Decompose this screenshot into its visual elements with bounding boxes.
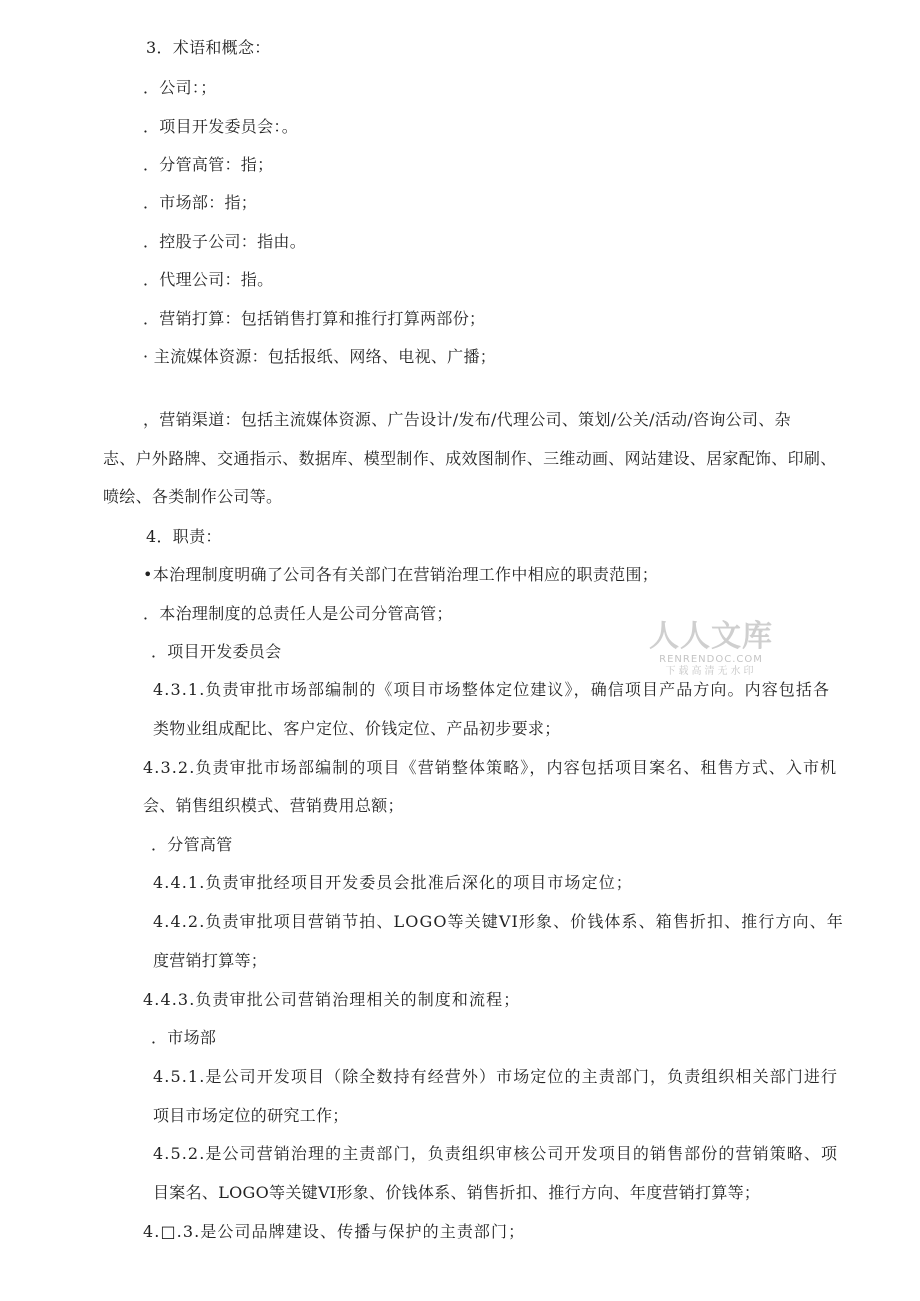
term-marketing-channels-line-3: 喷绘、各类制作公司等。 — [103, 487, 283, 506]
item-4-4-1: 4.4.1.负责审批经项目开发委员会批准后深化的项目市场定位； — [153, 873, 633, 892]
item-4-4-2-line-2: 度营销打算等； — [153, 951, 268, 970]
item-4-5-1-line-1: 4.5.1.是公司开发项目（除全数持有经营外）市场定位的主责部门，负责组织相关部门进行 — [153, 1067, 839, 1086]
term-project-committee: ．项目开发委员会：。 — [143, 117, 299, 136]
subsection-marketing-dept: ．市场部 — [151, 1028, 217, 1047]
term-marketing-dept: ．市场部：指； — [143, 193, 258, 212]
watermark-url: RENRENDOC.COM — [659, 654, 763, 665]
item-4-3-1-line-2: 类物业组成配比、客户定位、价钱定位、产品初步要求； — [153, 719, 561, 738]
watermark-title: 人人文库 — [649, 619, 773, 654]
term-company: ．公司：； — [143, 78, 217, 97]
item-4-5-2-line-1: 4.5.2.是公司营销治理的主责部门，负责组织审核公司开发项目的销售部份的营销策略、项 — [153, 1144, 839, 1163]
section-4-heading: 4．职责： — [146, 527, 222, 546]
item-4-4-2-line-1: 4.4.2.负责审批项目营销节拍、LOGO等关键VI形象、价钱体系、箱售折扣、推行方向、年 — [153, 912, 844, 931]
duty-responsible-person: ．本治理制度的总责任人是公司分管高管； — [143, 604, 453, 623]
watermark-subtitle: 下载高清无水印 — [665, 666, 757, 677]
term-marketing-channels-line-1: ，营销渠道：包括主流媒体资源、广告设计/发布/代理公司、策划/公关/活动/咨询公司、杂 — [143, 410, 791, 429]
term-marketing-plan: ．营销打算：包括销售打算和推行打算两部份； — [143, 309, 486, 328]
term-subsidiary: ．控股子公司：指由。 — [143, 232, 307, 251]
subsection-project-committee: ．项目开发委员会 — [151, 642, 282, 661]
item-4-3-2-line-2: 会、销售组织模式、营销费用总额； — [143, 796, 404, 815]
item-4-4-3: 4.4.3.负责审批公司营销治理相关的制度和流程； — [143, 990, 521, 1009]
term-agency: ．代理公司：指。 — [143, 270, 274, 289]
duty-scope: •本治理制度明确了公司各有关部门在营销治理工作中相应的职责范围； — [143, 565, 659, 584]
item-4-5-3: 4.□.3.是公司品牌建设、传播与保护的主责部门； — [143, 1222, 526, 1241]
item-4-3-2-line-1: 4.3.2.负责审批市场部编制的项目《营销整体策略》，内容包括项目案名、租售方式、入市机 — [143, 758, 838, 777]
item-4-5-1-line-2: 项目市场定位的研究工作； — [153, 1106, 349, 1125]
term-marketing-channels-line-2: 志、户外路牌、交通指示、数据库、模型制作、成效图制作、三维动画、网站建设、居家配饰、印刷、 — [103, 449, 837, 468]
item-4-5-2-line-2: 目案名、LOGO等关键VI形象、价钱体系、销售折扣、推行方向、年度营销打算等； — [153, 1183, 761, 1202]
watermark-logo — [646, 620, 776, 684]
item-4-3-1-line-1: 4.3.1.负责审批市场部编制的《项目市场整体定位建议》，确信项目产品方向。内容包括各 — [153, 680, 831, 699]
section-3-heading: 3．术语和概念： — [146, 38, 271, 57]
term-senior-executive: ．分管高管：指； — [143, 155, 274, 174]
term-media-resources: · 主流媒体资源：包括报纸、网络、电视、广播； — [143, 347, 497, 366]
subsection-senior-executive: ．分管高管 — [151, 835, 233, 854]
